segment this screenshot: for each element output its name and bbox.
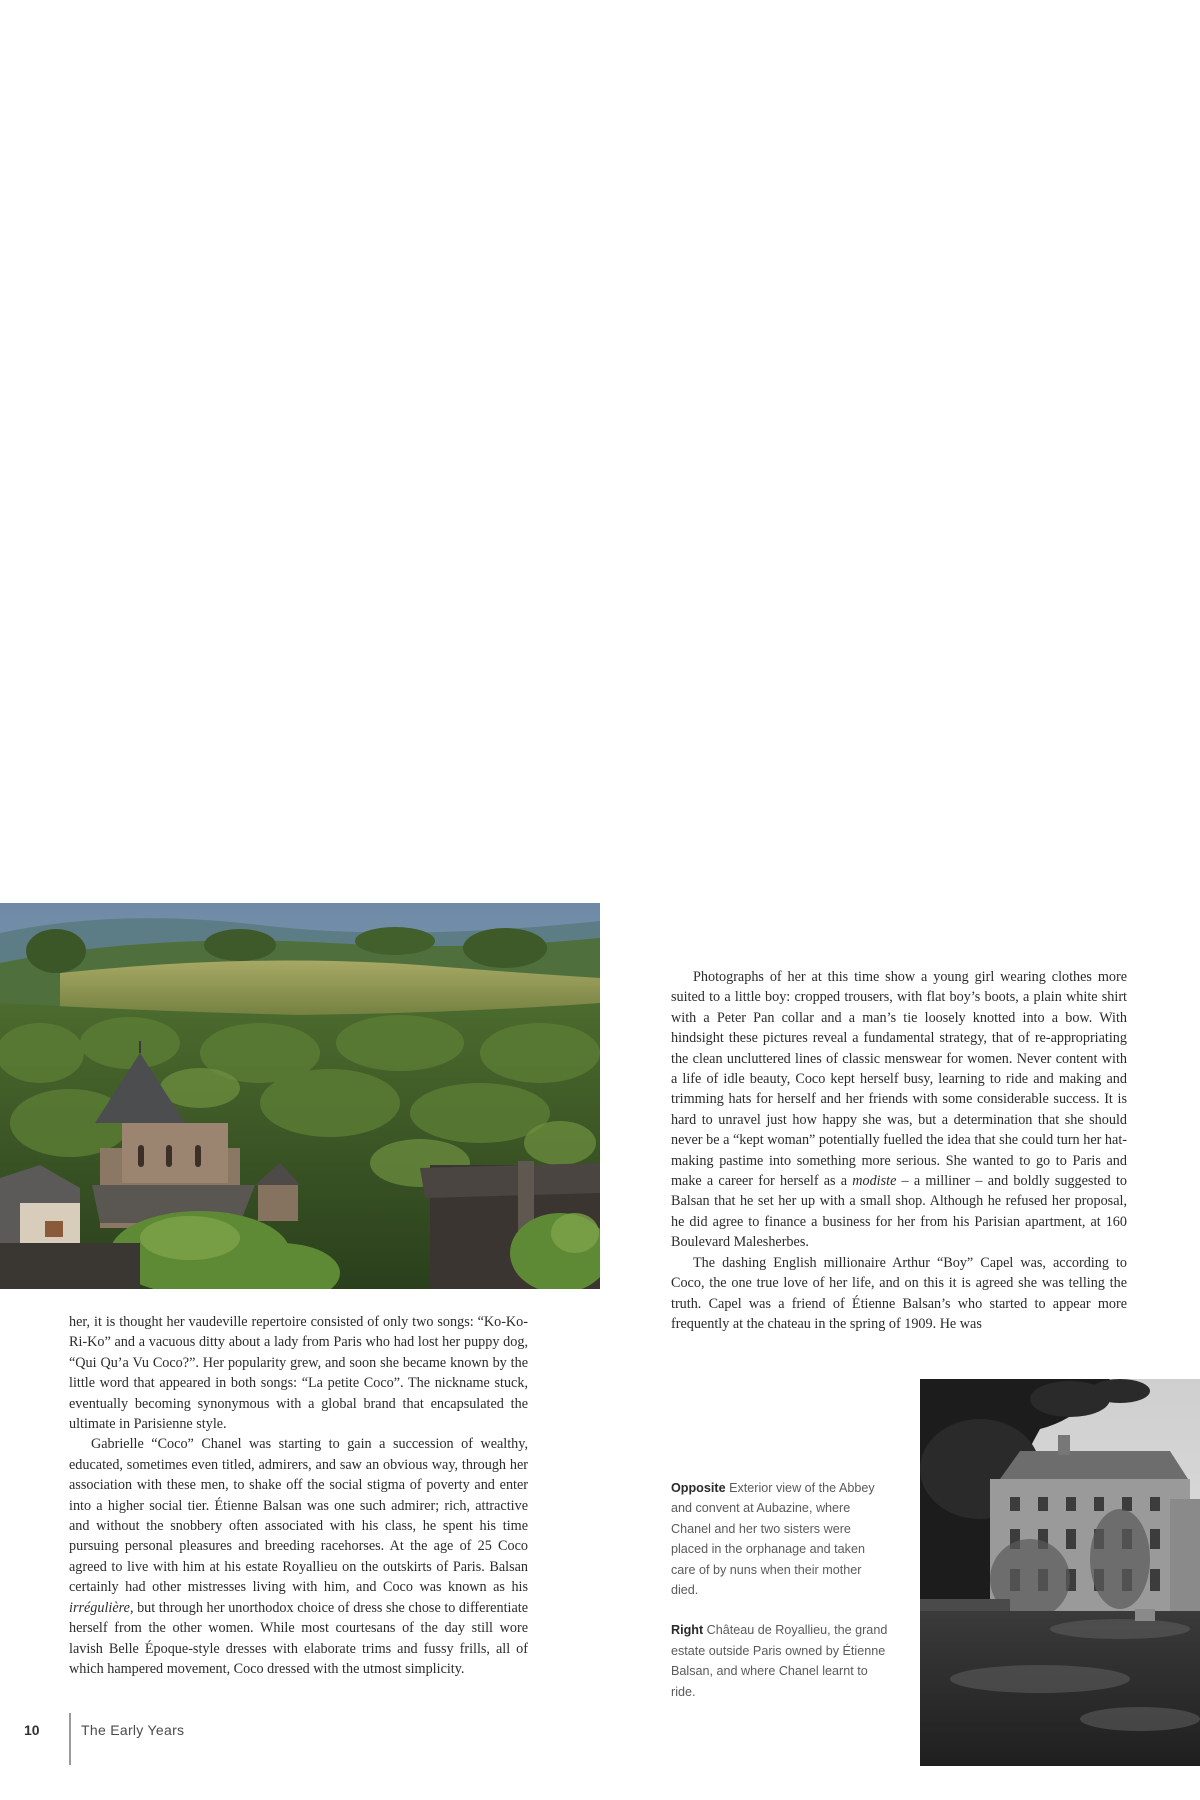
abbey-photo xyxy=(0,903,600,1289)
caption-right: Right Château de Royallieu, the grand estate outside Paris owned by Étienne Balsan, and where Chanel learnt to ride. xyxy=(671,1623,888,1699)
chateau-photo xyxy=(920,1379,1200,1766)
paragraph: Gabrielle “Coco” Chanel was starting to gain a succession of wealthy, educated, sometimes even titled, admirers, and saw an obvious way, through her association with these men, to shake off the social stigma of poverty and enter into a higher social tier. Étienne Balsan was one such admirer; rich, attractive and without the snobbery often associated with his class, he spent his time pursuing personal pleasures and breeding racehorses. At the age of 25 Coco agreed to live with him at his estate Royallieu on the outskirts of Paris. Balsan certainly had other mistresses living with him, and Coco was known as his irrégulière, but through her unorthodox choice of dress she chose to differentiate herself from the other women. While most courtesans of the day still wore lavish Belle Époque-style dresses with elaborate trims and fussy frills, all of which hampered movement, Coco dressed with the utmost simplicity. xyxy=(69,1436,528,1677)
paragraph: Photographs of her at this time show a young girl wearing clothes more suited to a little boy: cropped trousers, with flat boy’s boots, a plain white shirt with a Peter Pan collar and a man’s tie loosely knotted into a bow. With hindsight these pictures reveal a fundamental strategy, that of re-appropriating the clean uncluttered lines of classic menswear for women. Never content with a life of idle beauty, Coco kept herself busy, learning to ride and making and trimming hats for herself and her friends with some considerable success. It is hard to unravel just how happy she was, but a determination that she should never be a “kept woman” potentially fuelled the idea that she could turn her hat-making pastime into something more serious. She wanted to go to Paris and make a career for herself as a modiste – a milliner – and boldly suggested to Balsan that he set her up with a small shop. Although he refused her proposal, he did agree to finance a business for her from his Parisian apartment, at 160 Boulevard Malesherbes. xyxy=(671,969,1128,1251)
caption-opposite: Opposite Exterior view of the Abbey and convent at Aubazine, where Chanel and her two sisters were placed in the orphanage and taken care of by nuns when their mother died. xyxy=(671,1481,875,1598)
body-text-right-column xyxy=(671,967,1127,1334)
photo-captions xyxy=(671,1478,889,1722)
body-text-left-column xyxy=(69,1312,528,1679)
paragraph: her, it is thought her vaudeville repertoire consisted of only two songs: “Ko-Ko-Ri-Ko” and a vacuous ditty about a lady from Paris who had lost her puppy dog, “Qui Qu’a Vu Coco?”. Her popularity grew, and soon she became known by the little word that appeared in both songs: “La petite Coco”. The nickname stuck, eventually becoming synonymous with a global brand that encapsulated the ultimate in Parisienne style. xyxy=(69,1314,528,1433)
running-footer-section: The Early Years xyxy=(81,1722,185,1738)
paragraph: The dashing English millionaire Arthur “Boy” Capel was, according to Coco, the one true love of her life, and on this it is agreed she was telling the truth. Capel was a friend of Étienne Balsan’s who started to appear more frequently at the chateau in the spring of 1909. He was xyxy=(671,1254,1127,1332)
page-number: 10 xyxy=(24,1722,40,1738)
folio-divider xyxy=(69,1713,71,1765)
